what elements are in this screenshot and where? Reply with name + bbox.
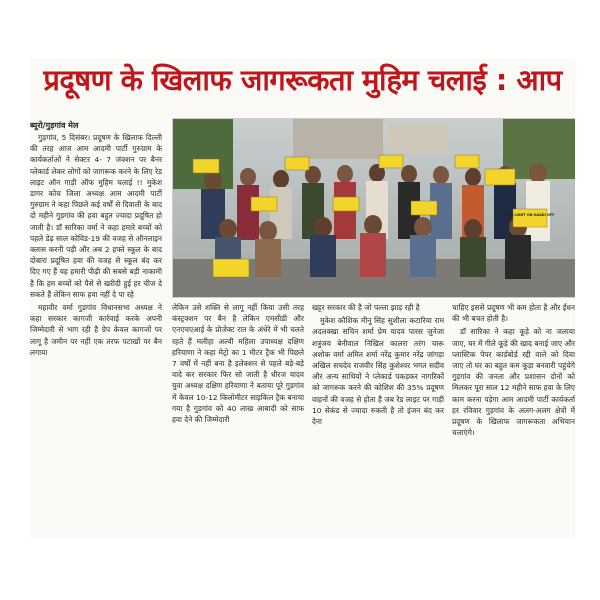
- placard: [513, 209, 547, 227]
- placard: [213, 259, 249, 277]
- placard: [379, 155, 403, 168]
- tree-left: [173, 119, 233, 189]
- article-column-2: [172, 302, 304, 538]
- byline: ब्यूरो/गुड़गांव मेल: [30, 121, 79, 130]
- paragraph: लेकिन उसे शक्ति से लागू नहीं किया उसी तरह कंस्ट्रक्शन पर बैन है लेकिन एमसीडी और एनएचएआई के प्रोजेक्ट रात के अंधेरे में भी चलते रहते हैं मलीहा अल्वी महिला उपाध्यक्ष दक्षिण हरियाणा ने कहा मेट्रो का 1 मीटर ट्रैक भी पिछले 7 वर्षों में नहीं बना है इलेक्शन से पहले बड़े-बड़े वादे कर सरकार फिर सो जाती है धीरज यादव युवा अध्यक्ष दक्षिण हरियाणा ने बताया पूरे गुड़गांव में केवल 10-12 किलोमीटर साइकिल ट्रैक बनाया गया है गुड़गांव को 40 लाख आबादी को साफ हवा देने की जिम्मेदारी: [172, 303, 304, 425]
- paragraph: डॉ सारिका ने कहा कूड़े को ना जलाया जाए, घर में गीले कूड़े की खाद बनाई जाए और प्लास्टिक पेपर कार्डबोर्ड रद्दी वाले को दिया जाए तो घर का बहुत कम कूड़ा बनवारी पहुंचेगे गुड़गांव की जनता और प्रशासन दोनों को मिलकर पूरा साल 12 महीने साफ हवा के लिए काम करना पड़ेगा आम आदमी पार्टी कार्यकर्ता हर रविवार गुड़गांव के अलग-अलग क्षेत्रों में प्रदूषण के खिलाफ जागरूकता अभियान चलाएंगे।: [452, 327, 575, 438]
- building: [293, 119, 383, 159]
- placard: [251, 197, 277, 211]
- placard: [285, 157, 309, 170]
- placard-text: RED LIGHT ON GAADI OFF: [505, 213, 555, 217]
- placard: [333, 197, 359, 211]
- paragraph: चाहिए इससे प्रदूषण भी कम होता है और ईंधन की भी बचत होती है।: [452, 303, 575, 324]
- paragraph: महावीर वर्मा गुड़गांव विधानसभा अध्यक्ष ने कहा सरकार कागजी कार्रवाई करके अपनी जिम्मेदारी से भाग रही है ग्रेप केवल कागजों पर लागू है जमीन पर नहीं एक तरफ पटाखों पर बैन लगाया: [30, 303, 162, 357]
- news-photo: [172, 118, 575, 298]
- headline: प्रदूषण के खिलाफ जागरूकता मुहिम चलाई : आप: [43, 63, 562, 97]
- placard: [411, 201, 437, 215]
- building: [388, 123, 448, 153]
- placard: [193, 159, 219, 173]
- placard: [485, 169, 515, 185]
- paragraph: खट्टर सरकार की है जो पल्ला झाड़ रही है: [312, 303, 420, 312]
- article-column-1: [30, 132, 162, 538]
- paragraph: मुकेश कौशिक मीनू सिंह सुशीला कटारिया राम अदलक्खा सचिन शर्मा प्रेम यादव पारस जुनेजा शत्रुंजय बेनीवाल निखिल कालरा तरंग चारू अशोक वर्मा अमित शर्मा नरेंद्र कुमार नरेंद्र जांगड़ा अखिल सचदेव राजवीर सिंह कुशेश्वर भगत सदीव और अन्य साथियों ने प्लेकार्ड पकड़कर नागरिकों को जागरूक करने की कोशिश की 35% प्रदूषण वाहनों की वजह से होता है जब रेड लाइट पर गाड़ी 10 सेकंड से ज्यादा रुकती है तो इंजन बंद कर देना: [312, 316, 444, 427]
- protest-photo-illustration: [173, 119, 575, 297]
- article-column-3: [312, 302, 444, 538]
- newspaper-clipping: [30, 58, 575, 538]
- placard: [455, 155, 479, 168]
- paragraph: गुड़गांव, 5 दिसंबर। प्रदूषण के खिलाफ दिल्ली की तरह आज आम आदमी पार्टी गुरुग्राम के कार्यकर्ताओं ने सेक्टर 4- 7 जंक्शन पर बैनर प्लेकार्ड लेकर लोगों को जागरूक करने के लिए रेड लाइट ऑन गाड़ी ऑफ मुहिम चलाई !! मुकेश डागर कोच जिला अध्यक्ष आम आदमी पार्टी गुरुग्राम ने कहा पिछले कई वर्षों से दिवाली के बाद दो महीने गुड़गांव की हवा बहुत ज्यादा प्रदूषित हो जाती है। डॉ सारिका वर्मा ने कहा हमारे बच्चों को पहले डेढ़ साल कोविड-19 की वजह से ऑनलाइन क्लास करनी पड़ी और अब 2 हफ्ते स्कूल के बाद दोबारा प्रदूषित हवा की वजह से स्कूल बंद कर दिए गए हैं यह हमारी पीढ़ी की सबसे बड़ी नाकामी है कि हम बच्चों को पैसे से खरीदी हुई हर चीज दे सकते हैं लेकिन साफ हवा नहीं दे पा रहे: [30, 133, 162, 299]
- article-column-4: [452, 302, 575, 538]
